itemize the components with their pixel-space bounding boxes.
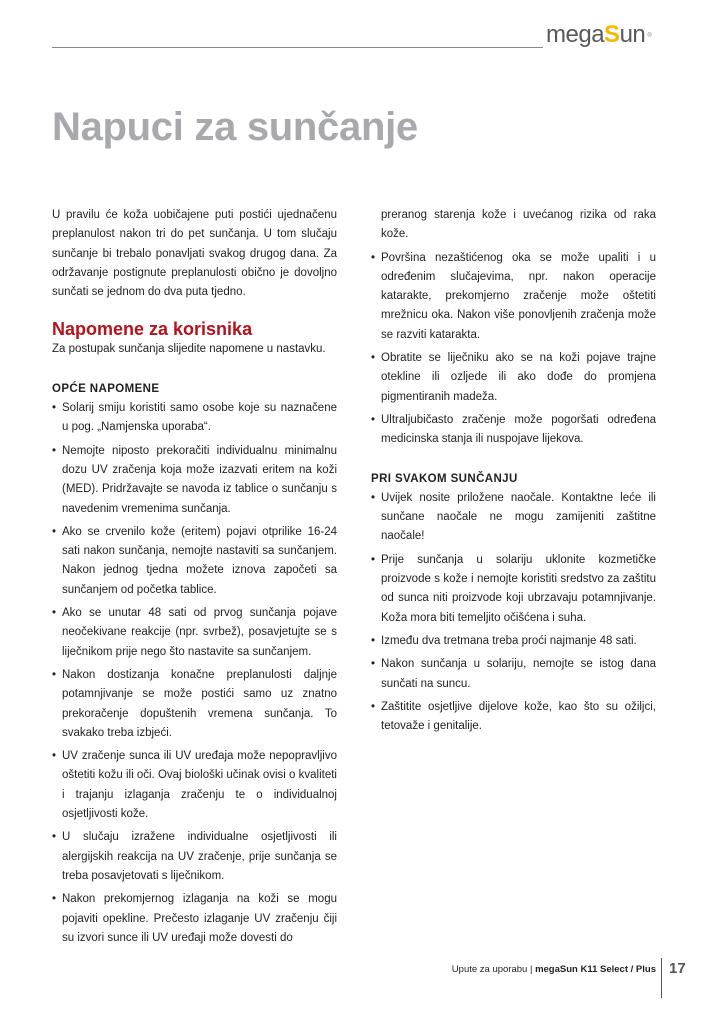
list-item: • Nakon sunčanja u solariju, nemojte se istog dana sunčati na suncu.	[371, 655, 656, 694]
bullet-icon: •	[52, 893, 57, 906]
bullet-icon: •	[52, 444, 57, 457]
footer-doc-label	[452, 964, 656, 975]
bullet-icon: •	[371, 251, 376, 264]
bullet-icon: •	[52, 831, 57, 844]
list-item: • Ultraljubičasto zračenje može pogoršati određena medicinska stanja ili nuspojave lijekova.	[371, 411, 656, 450]
list-item: • Uvijek nosite priložene naočale. Kontaktne leće ili sunčane naočale ne mogu zamijeniti zaštitne naočale!	[371, 489, 656, 547]
megasun-logo	[546, 20, 652, 50]
list-item: • Prije sunčanja u solariju uklonite kozmetičke proizvode s kože i nemojte koristiti sredstvo za zaštitu od sunca niti proizvode koji ubrzavaju potamnjivanje. Koža mora biti temeljito očišćena i suha.	[371, 551, 656, 628]
list-item: • Ako se unutar 48 sati od prvog sunčanja pojave neočekivane reakcije (npr. svrbež), posavjetujte se s liječnikom prije nego što nastavite sa sunčanjem.	[52, 604, 337, 662]
registered-mark: ®	[647, 33, 652, 39]
each-session-list	[371, 489, 656, 737]
bullet-icon: •	[371, 413, 376, 426]
list-item: • UV zračenje sunca ili UV uređaja može nepopravljivo oštetiti kožu ili oči. Ovaj biološki učinak ovisi o kvaliteti i trajanju izlaganja zračenju te o individualnoj osjetljivosti kože.	[52, 747, 337, 824]
right-column	[371, 206, 656, 740]
footer-product-name: megaSun K11 Select / Plus	[535, 964, 656, 975]
each-session-heading: PRI SVAKOM SUNČANJU	[371, 472, 518, 485]
bullet-icon: •	[52, 402, 57, 415]
left-column	[52, 206, 337, 952]
general-notes-list	[52, 399, 337, 948]
bullet-icon: •	[371, 634, 376, 647]
general-notes-heading: OPĆE NAPOMENE	[52, 382, 160, 395]
bullet-icon: •	[371, 352, 376, 365]
header-rule	[52, 47, 543, 48]
logo-accent-letter: S	[604, 21, 620, 48]
logo-prefix: mega	[546, 21, 605, 48]
bullet-icon: •	[371, 700, 376, 713]
list-item: • Nemojte niposto prekoračiti individualnu minimalnu dozu UV zračenja koja može izazvati eritem na koži (MED). Pridržavajte se navoda iz tablice o sunčanju s navedenim vremenima sunčanja.	[52, 442, 337, 519]
bullet-icon: •	[52, 668, 57, 681]
list-item: • Ako se crvenilo kože (eritem) pojavi otprilike 16-24 sati nakon sunčanja, nemojte nastaviti sa sunčanjem. Nakon jednog tjedna možete iznova započeti sa sunčanjem od početka tablice.	[52, 523, 337, 600]
spacer	[371, 454, 656, 470]
list-item: • Između dva tretmana treba proći najmanje 48 sati.	[371, 632, 656, 651]
list-item: • Nakon prekomjernog izlaganja na koži se mogu pojaviti opekline. Prečesto izlaganje UV zračenju čiji su izvori sunce ili UV uređaji može dovesti do	[52, 890, 337, 948]
list-item: • Obratite se liječniku ako se na koži pojave trajne otekline ili ozljede ili ako dođe do promjena pigmentiranih madeža.	[371, 349, 656, 407]
bullet-icon: •	[52, 607, 57, 620]
list-item: • Površina nezaštićenog oka se može upaliti i u određenim slučajevima, npr. nakon operacije katarakte, prekomjerno zračenje može oštetiti mrežnicu oka. Nakon više ponovljenih zračenja može se razviti katarakta.	[371, 249, 656, 345]
list-item: • Nakon dostizanja konačne preplanulosti daljnje potamnjivanje se može postići samo uz znatno prekoračenje dopuštenih vremena sunčanja. To svakako treba izbjeći.	[52, 666, 337, 743]
section-subtitle: Za postupak sunčanja slijedite napomene u nastavku.	[52, 343, 326, 356]
list-item: • Solarij smiju koristiti samo osobe koje su naznačene u pog. „Namjenska uporaba“.	[52, 399, 337, 438]
general-notes-list-continued	[371, 249, 656, 450]
section-heading: Napomene za korisnika	[52, 319, 253, 340]
bullet-icon: •	[52, 525, 57, 538]
footer-doc-type: Upute za uporabu |	[451, 964, 536, 975]
list-item: • Zaštitite osjetljive dijelove kože, kao što su ožiljci, tetovaže i genitalije.	[371, 698, 656, 737]
bullet-icon: •	[371, 658, 376, 671]
page-title: Napuci za sunčanje	[52, 105, 418, 149]
logo-suffix: un	[619, 21, 646, 48]
continued-list-text: preranog starenja kože i uvećanog rizika od raka kože.	[381, 209, 656, 241]
page-number: 17	[669, 960, 686, 977]
footer-divider	[661, 958, 662, 998]
bullet-icon: •	[52, 750, 57, 763]
list-item: • U slučaju izražene individualne osjetljivosti ili alergijskih reakcija na UV zračenje, prije sunčanja se treba posavjetovati s liječnikom.	[52, 828, 337, 886]
intro-paragraph: U pravilu će koža uobičajene puti postići ujednačenu preplanulost nakon tri do pet sunčanja. U tom slučaju sunčanje bi trebalo ponavljati svakog drugog dana. Za održavanje postignute preplanulosti obično je dovoljno sunčati se jednom do dva puta tjedno.	[52, 209, 337, 299]
bullet-icon: •	[371, 553, 376, 566]
bullet-icon: •	[371, 491, 376, 504]
